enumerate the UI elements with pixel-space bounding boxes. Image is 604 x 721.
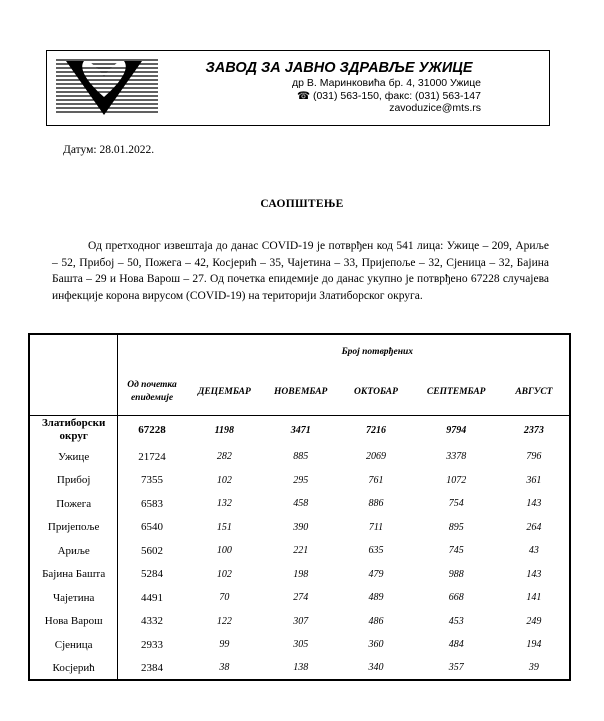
row-name: Пријепоље <box>29 516 118 540</box>
row-name: Бајина Башта <box>29 563 118 587</box>
table-row <box>29 657 570 681</box>
table-group-header: Број потврђених <box>186 334 570 369</box>
institute-address: др В. Маринковића бр. 4, 31000 Ужице <box>292 77 481 89</box>
row-name: Косјерић <box>29 657 118 681</box>
column-header-october: ОКТОБАР <box>354 386 398 397</box>
cell-august: 141 <box>499 586 570 610</box>
table-row <box>29 469 570 493</box>
cases-table <box>28 333 571 681</box>
table-group-header-row <box>29 334 570 369</box>
cell-december: 122 <box>216 615 232 627</box>
cell-november: 274 <box>293 592 309 604</box>
cell-october: 711 <box>368 521 384 533</box>
table-row <box>29 516 570 540</box>
document-date: Датум: 28.01.2022. <box>63 144 155 156</box>
cell-august: 43 <box>499 539 570 563</box>
cell-total: 21724 <box>138 450 166 463</box>
cell-november: 390 <box>293 521 309 533</box>
cell-total: 6540 <box>141 521 163 534</box>
cell-total: 2933 <box>141 638 163 651</box>
cell-august: 39 <box>499 657 570 681</box>
row-name: Чајетина <box>29 586 118 610</box>
row-name: Пожега <box>29 492 118 516</box>
cell-december: 99 <box>219 639 230 651</box>
cell-september: 988 <box>448 568 464 580</box>
cell-december: 100 <box>216 545 232 557</box>
row-name: Ариље <box>29 539 118 563</box>
table-row <box>29 539 570 563</box>
cell-october: 340 <box>338 657 413 681</box>
cell-november: 885 <box>293 451 309 463</box>
letterhead-text <box>197 59 481 115</box>
cell-total: 4491 <box>141 591 163 604</box>
phone-icon: ☎ <box>296 89 313 102</box>
cell-august: 249 <box>499 610 570 634</box>
cell-october: 761 <box>368 474 384 486</box>
cell-november: 3471 <box>263 415 338 445</box>
cell-total: 6583 <box>141 497 163 510</box>
cell-august: 143 <box>499 563 570 587</box>
cell-september: 357 <box>414 657 499 681</box>
table-row <box>29 445 570 469</box>
table-row <box>29 415 570 445</box>
cell-november: 138 <box>263 657 338 681</box>
cell-october: 635 <box>368 545 384 557</box>
row-name: Ужице <box>29 445 118 469</box>
cell-november: 307 <box>293 615 309 627</box>
cell-october: 489 <box>368 592 384 604</box>
cell-december: 282 <box>216 451 232 463</box>
table-row <box>29 610 570 634</box>
cell-september: 668 <box>448 592 464 604</box>
cell-september: 754 <box>448 498 464 510</box>
announcement-paragraph: Од претходног извештаја до данас COVID-19 је потврђен код 541 лица: Ужице – 209, Ариље – 52, Прибој – 50, Пожега – 42, Косјерић – 35, Чајетина – 33, Пријепоље – 32, Сјеница – 32, Бајина Башта – 29 и Нова Варош – 27. Од почетка епидемије до данас укупно је потврђено 67228 случајева инфекције корона вирусом (COVID-19) на територији Златиборског округа. <box>52 240 549 302</box>
cell-august: 361 <box>499 469 570 493</box>
document-heading: САОПШТЕЊЕ <box>260 198 344 210</box>
cell-total: 7355 <box>141 474 163 487</box>
cell-september: 3378 <box>446 451 467 463</box>
institute-email: zavoduzice@mts.rs <box>389 102 481 114</box>
row-name: Нова Варош <box>29 610 118 634</box>
cell-december: 102 <box>216 568 232 580</box>
cell-december: 132 <box>216 498 232 510</box>
cell-august: 143 <box>499 492 570 516</box>
cell-august: 2373 <box>499 415 570 445</box>
cell-october: 486 <box>368 615 384 627</box>
column-header-december: ДЕЦЕМБАР <box>197 386 251 397</box>
cell-november: 198 <box>293 568 309 580</box>
letterhead <box>46 50 550 126</box>
cell-september: 1072 <box>446 474 467 486</box>
cell-november: 221 <box>293 545 309 557</box>
cell-total: 67228 <box>118 415 186 445</box>
cell-november: 295 <box>293 474 309 486</box>
cell-october: 886 <box>368 498 384 510</box>
cell-total: 5602 <box>141 544 163 557</box>
row-name: Прибој <box>29 469 118 493</box>
cell-november: 458 <box>293 498 309 510</box>
table-corner-cell <box>29 334 118 415</box>
table-row <box>29 492 570 516</box>
cell-december: 70 <box>219 592 230 604</box>
column-header-total: Од почетка епидемије <box>127 379 177 403</box>
cell-august: 194 <box>499 633 570 657</box>
cell-december: 102 <box>216 474 232 486</box>
cell-total: 4332 <box>141 615 163 628</box>
institute-logo <box>54 57 160 117</box>
cell-december: 1198 <box>186 415 263 445</box>
row-name: Златиборски округ <box>29 415 118 445</box>
cell-september: 745 <box>448 545 464 557</box>
institute-name: ЗАВОД ЗА ЈАВНО ЗДРАВЉЕ УЖИЦЕ <box>205 60 473 76</box>
cell-october: 360 <box>368 639 384 651</box>
table-row <box>29 633 570 657</box>
cell-total: 2384 <box>118 657 186 681</box>
cell-september: 9794 <box>414 415 499 445</box>
table-row <box>29 586 570 610</box>
cell-october: 479 <box>368 568 384 580</box>
institute-phone: (031) 563-150, факс: (031) 563-147 <box>312 89 481 102</box>
column-header-september: СЕПТЕМБАР <box>426 386 486 397</box>
cell-september: 453 <box>448 615 464 627</box>
column-header-november: НОВЕМБАР <box>274 386 328 397</box>
cell-august: 796 <box>499 445 570 469</box>
institute-phone-line <box>197 90 481 103</box>
cell-november: 305 <box>293 639 309 651</box>
cell-december: 151 <box>216 521 232 533</box>
cell-total: 5284 <box>141 568 163 581</box>
cell-december: 38 <box>186 657 263 681</box>
cell-september: 484 <box>448 639 464 651</box>
cell-august: 264 <box>499 516 570 540</box>
table-row <box>29 563 570 587</box>
cell-october: 7216 <box>338 415 413 445</box>
cell-october: 2069 <box>365 451 386 463</box>
cell-september: 895 <box>448 521 464 533</box>
column-header-august: АВГУСТ <box>499 369 570 415</box>
row-name: Сјеница <box>29 633 118 657</box>
